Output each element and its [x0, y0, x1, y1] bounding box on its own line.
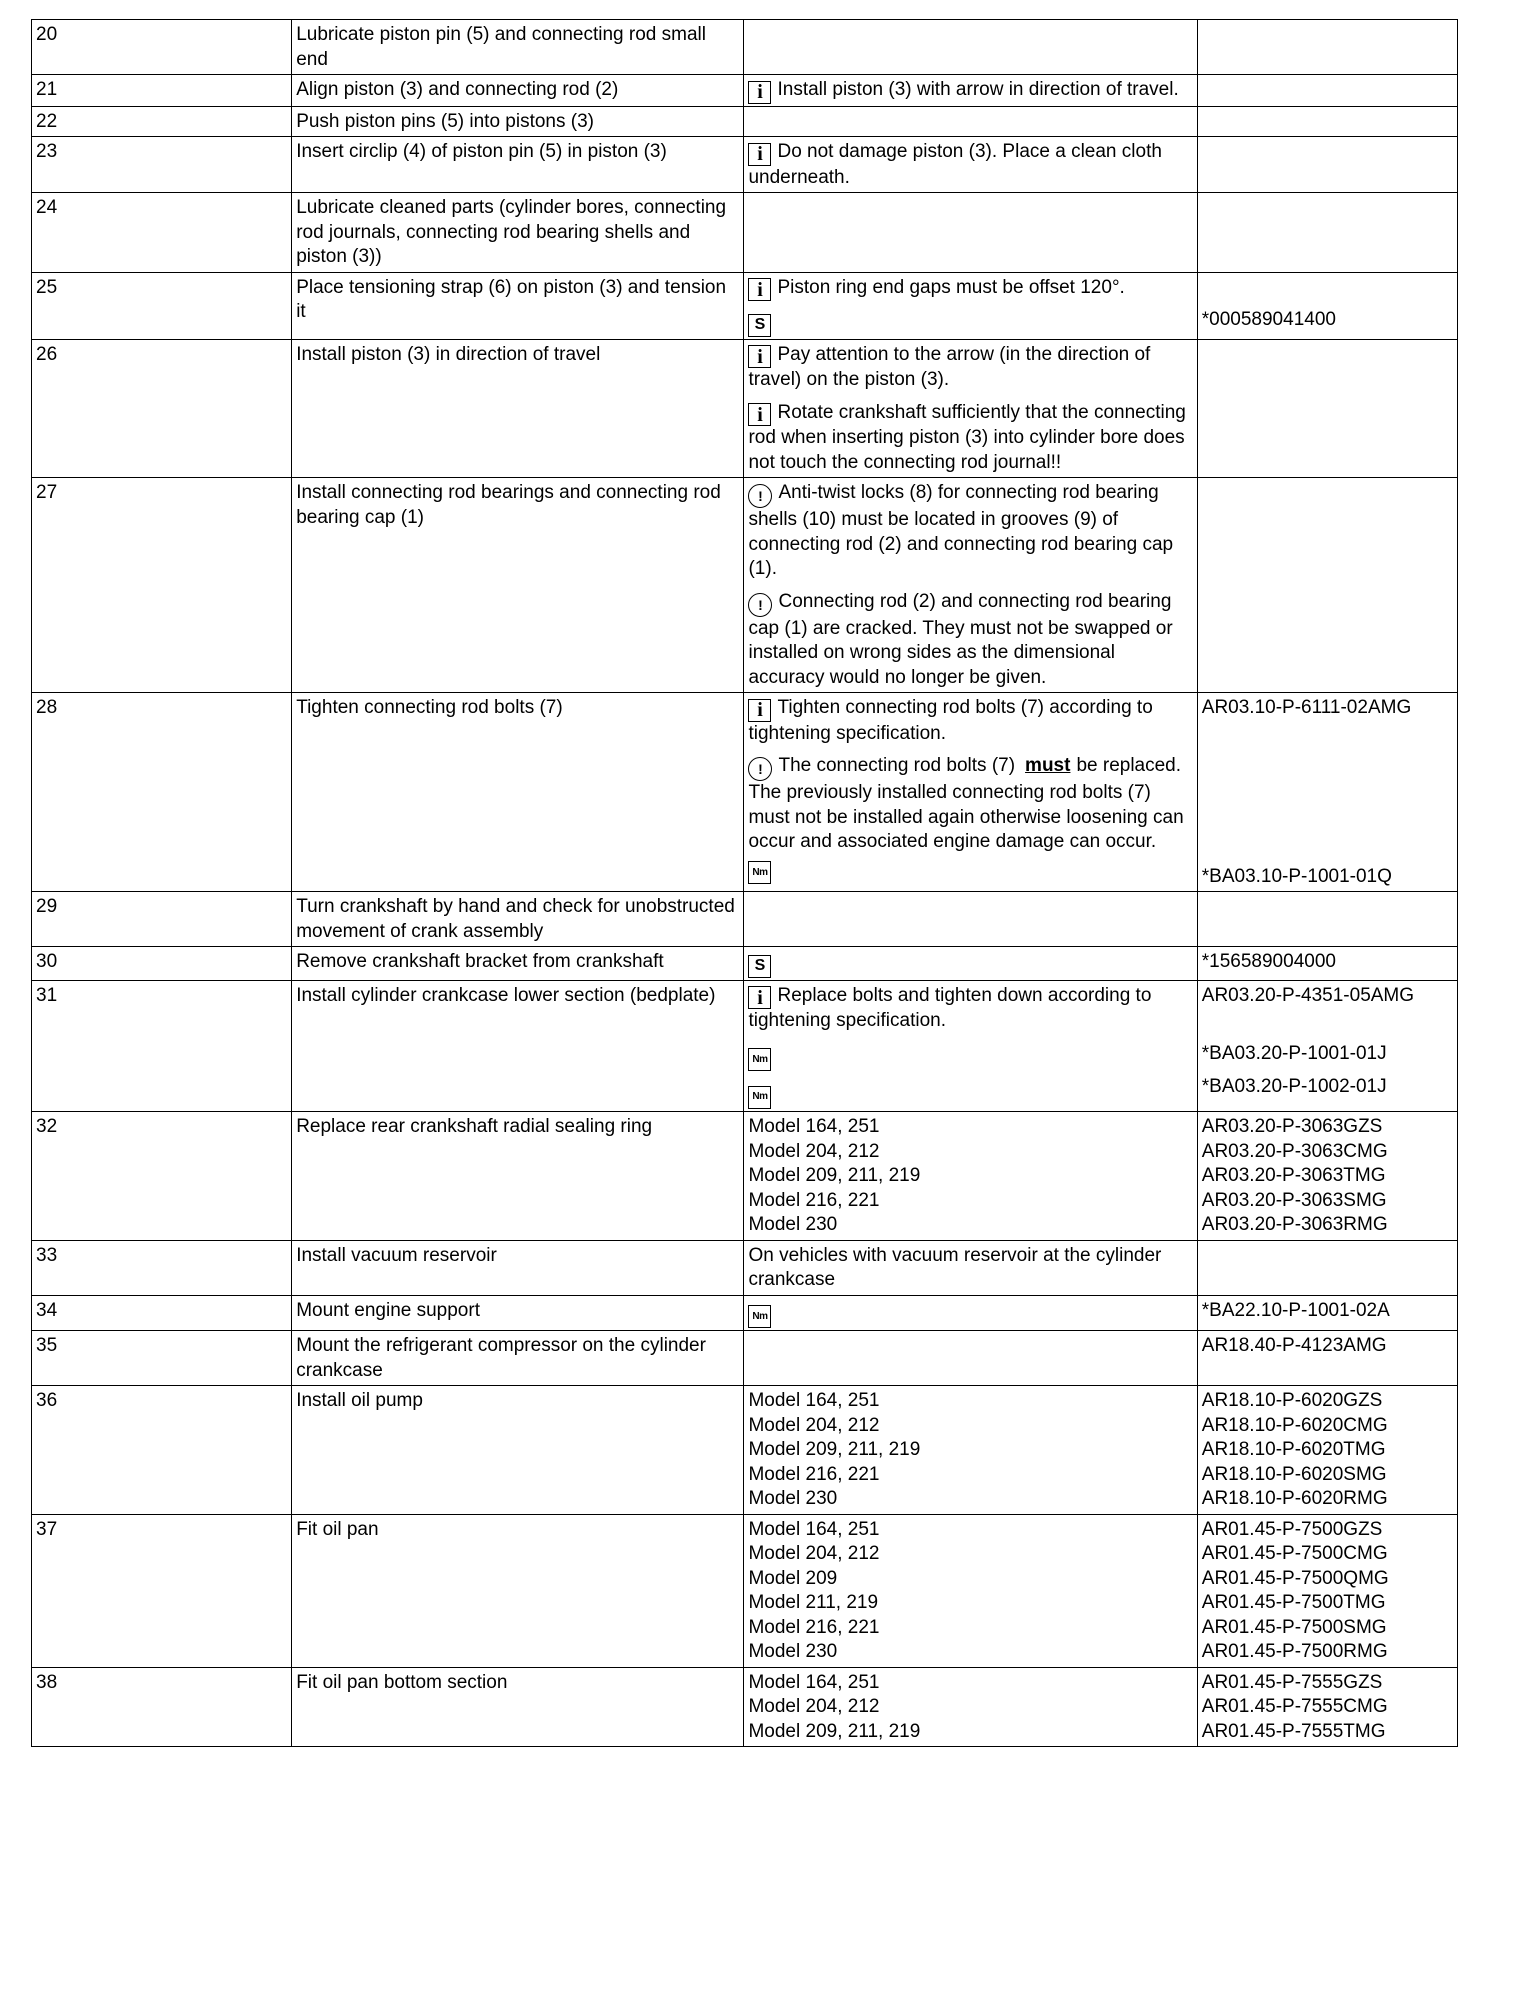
step-reference	[1197, 1514, 1457, 1667]
step-number: 38	[32, 1667, 292, 1747]
note-text: Connecting rod (2) and connecting rod bearing cap (1) are cracked. They must not be swapped or installed on wrong sides as the dimensional accuracy would no longer be given.	[748, 590, 1173, 688]
step-note	[744, 1112, 1197, 1241]
note-line	[748, 309, 1192, 337]
info-icon: i	[748, 699, 771, 722]
step-action: Install piston (3) in direction of travel	[292, 339, 744, 478]
step-action: Place tensioning strap (6) on piston (3) and tension it	[292, 272, 744, 339]
table-row	[32, 1295, 1458, 1331]
reference-code: AR01.45-P-7555GZS	[1201, 1671, 1383, 1693]
step-action: Install oil pump	[292, 1386, 744, 1515]
table-row	[32, 1386, 1458, 1515]
table-row	[32, 75, 1458, 107]
info-icon: i	[748, 403, 771, 426]
step-reference	[1197, 1667, 1457, 1747]
reference-code: AR03.20-P-3063GZS	[1201, 1116, 1383, 1137]
reference-code: AR03.20-P-3063SMG	[1201, 1189, 1387, 1211]
note-text: Do not damage piston (3). Place a clean cloth underneath.	[748, 141, 1162, 188]
table-row	[32, 106, 1458, 137]
table-row	[32, 272, 1458, 339]
note-line	[748, 276, 1192, 302]
note-text: Install piston (3) with arrow in direction of travel.	[777, 79, 1179, 100]
table-row	[32, 1667, 1458, 1747]
step-action: Install vacuum reservoir	[292, 1240, 744, 1295]
step-reference	[1197, 339, 1457, 478]
note-line	[748, 78, 1192, 104]
model-item: Model 164, 251	[748, 1390, 880, 1412]
step-number: 22	[32, 106, 292, 137]
reference-code: *BA03.10-P-1001-01Q	[1201, 865, 1392, 887]
reference-code: AR18.10-P-6020TMG	[1201, 1439, 1386, 1461]
step-note	[744, 193, 1197, 273]
step-note	[744, 1667, 1197, 1747]
step-reference: AR18.40-P-4123AMG	[1197, 1331, 1457, 1386]
step-note	[744, 137, 1197, 193]
reference-code: AR03.10-P-6111-02AMG	[1201, 697, 1412, 718]
step-action: Fit oil pan bottom section	[292, 1667, 744, 1747]
note-text: The connecting rod bolts (7)	[778, 755, 1016, 776]
table-row	[32, 20, 1458, 75]
step-note	[744, 892, 1197, 947]
step-number: 27	[32, 478, 292, 693]
model-item: Model 164, 251	[748, 1671, 880, 1693]
procedure-table	[31, 19, 1458, 1747]
reference-code: AR03.20-P-3063CMG	[1201, 1140, 1388, 1162]
table-row	[32, 980, 1458, 1112]
step-reference: *156589004000	[1197, 947, 1457, 981]
warning-icon: !	[748, 593, 772, 617]
info-icon: i	[748, 81, 771, 104]
model-item: Model 209, 211, 219	[748, 1720, 921, 1742]
torque-nm-icon: Nm	[748, 861, 771, 884]
step-number: 29	[32, 892, 292, 947]
info-icon: i	[748, 345, 771, 368]
special-tool-icon: S	[748, 955, 771, 978]
step-action: Remove crankshaft bracket from crankshaft	[292, 947, 744, 981]
emphasis-must: must	[1025, 755, 1071, 776]
step-note	[744, 947, 1197, 981]
note-line	[748, 343, 1192, 393]
step-number: 37	[32, 1514, 292, 1667]
step-number: 32	[32, 1112, 292, 1241]
step-note	[744, 980, 1197, 1112]
step-reference	[1197, 693, 1457, 892]
reference-code: AR03.20-P-3063RMG	[1201, 1214, 1388, 1235]
step-action: Push piston pins (5) into pistons (3)	[292, 106, 744, 137]
step-reference	[1197, 106, 1457, 137]
note-line	[748, 590, 1192, 691]
step-number: 35	[32, 1331, 292, 1386]
reference-code: AR01.45-P-7500RMG	[1201, 1641, 1388, 1663]
step-reference	[1197, 272, 1457, 339]
step-reference	[1197, 980, 1457, 1112]
note-line	[748, 754, 1192, 781]
note-line	[748, 401, 1192, 476]
step-number: 21	[32, 75, 292, 107]
step-reference	[1197, 1240, 1457, 1295]
step-action: Insert circlip (4) of piston pin (5) in piston (3)	[292, 137, 744, 193]
model-item: Model 204, 212	[748, 1543, 880, 1565]
model-item: Model 209, 211, 219	[748, 1165, 921, 1186]
info-icon: i	[748, 143, 771, 166]
step-note	[744, 339, 1197, 478]
note-line	[748, 1079, 1192, 1109]
step-note	[744, 478, 1197, 693]
warning-icon: !	[748, 484, 772, 508]
step-reference: *BA22.10-P-1001-02A	[1197, 1295, 1457, 1331]
step-number: 25	[32, 272, 292, 339]
table-row	[32, 1112, 1458, 1241]
step-note: On vehicles with vacuum reservoir at the cylinder crankcase	[744, 1240, 1197, 1295]
note-text: Piston ring end gaps must be offset 120°.	[777, 276, 1125, 298]
step-action: Lubricate piston pin (5) and connecting rod small end	[292, 20, 744, 75]
model-item: Model 204, 212	[748, 1140, 880, 1162]
note-line	[748, 140, 1192, 190]
model-item: Model 216, 221	[748, 1616, 880, 1638]
note-text: be replaced.	[1076, 755, 1182, 776]
step-action: Mount the refrigerant compressor on the cylinder crankcase	[292, 1331, 744, 1386]
table-row	[32, 947, 1458, 981]
info-icon: i	[748, 986, 771, 1009]
table-row	[32, 137, 1458, 193]
step-action: Mount engine support	[292, 1295, 744, 1331]
step-reference	[1197, 1386, 1457, 1515]
table-row	[32, 892, 1458, 947]
step-number: 24	[32, 193, 292, 273]
step-note	[744, 693, 1197, 892]
table-row	[32, 1331, 1458, 1386]
model-item: Model 216, 221	[748, 1463, 880, 1485]
step-action: Turn crankshaft by hand and check for unobstructed movement of crank assembly	[292, 892, 744, 947]
reference-code: *BA03.20-P-1001-01J	[1201, 1043, 1387, 1064]
step-reference	[1197, 137, 1457, 193]
step-note	[744, 1331, 1197, 1386]
step-action: Install cylinder crankcase lower section (bedplate)	[292, 980, 744, 1112]
model-item: Model 164, 251	[748, 1116, 880, 1137]
step-number: 31	[32, 980, 292, 1112]
reference-code: AR18.10-P-6020RMG	[1201, 1488, 1388, 1510]
model-item: Model 204, 212	[748, 1696, 880, 1718]
reference-code: AR01.45-P-7555TMG	[1201, 1720, 1386, 1742]
step-number: 33	[32, 1240, 292, 1295]
step-action: Fit oil pan	[292, 1514, 744, 1667]
step-action: Align piston (3) and connecting rod (2)	[292, 75, 744, 107]
step-note	[744, 272, 1197, 339]
reference-code: AR03.20-P-4351-05AMG	[1201, 984, 1415, 1006]
reference-code: AR18.10-P-6020CMG	[1201, 1414, 1388, 1436]
step-number: 34	[32, 1295, 292, 1331]
reference-code: AR01.45-P-7500GZS	[1201, 1518, 1383, 1540]
note-text: Pay attention to the arrow (in the direction of travel) on the piston (3).	[748, 343, 1151, 390]
note-line	[748, 696, 1192, 746]
step-note	[744, 75, 1197, 107]
model-item: Model 209	[748, 1567, 838, 1589]
step-reference	[1197, 1112, 1457, 1241]
step-action: Lubricate cleaned parts (cylinder bores, connecting rod journals, connecting rod bearing shells and piston (3))	[292, 193, 744, 273]
step-action: Tighten connecting rod bolts (7)	[292, 693, 744, 892]
note-text: Tighten connecting rod bolts (7) according to tightening specification.	[748, 697, 1153, 744]
step-reference	[1197, 478, 1457, 693]
note-line	[748, 855, 1192, 885]
reference-code: AR18.10-P-6020GZS	[1201, 1390, 1383, 1412]
torque-nm-icon: Nm	[748, 1305, 771, 1328]
reference-code: AR03.20-P-3063TMG	[1201, 1165, 1386, 1186]
note-text: Anti-twist locks (8) for connecting rod bearing shells (10) must be located in grooves (9) of connecting rod (2) and connecting rod bearing cap (1).	[748, 482, 1174, 579]
step-note	[744, 106, 1197, 137]
note-text: Replace bolts and tighten down according to tightening specification.	[748, 984, 1152, 1031]
reference-code: *000589041400	[1201, 309, 1336, 330]
model-item: Model 204, 212	[748, 1414, 880, 1436]
reference-code: AR01.45-P-7555CMG	[1201, 1696, 1388, 1718]
reference-code: AR01.45-P-7500SMG	[1201, 1616, 1387, 1638]
step-reference	[1197, 193, 1457, 273]
step-reference	[1197, 892, 1457, 947]
note-line	[748, 481, 1192, 582]
model-item: Model 216, 221	[748, 1189, 880, 1211]
step-reference	[1197, 20, 1457, 75]
step-number: 30	[32, 947, 292, 981]
model-item: Model 230	[748, 1488, 838, 1510]
special-tool-icon: S	[748, 314, 771, 337]
step-number: 36	[32, 1386, 292, 1515]
model-item: Model 230	[748, 1214, 838, 1235]
table-row	[32, 1514, 1458, 1667]
table-row	[32, 693, 1458, 892]
info-icon: i	[748, 278, 771, 301]
reference-code: AR01.45-P-7500CMG	[1201, 1543, 1388, 1565]
step-number: 20	[32, 20, 292, 75]
reference-code: AR18.10-P-6020SMG	[1201, 1463, 1387, 1485]
note-text: Rotate crankshaft sufficiently that the connecting rod when inserting piston (3) into cylinder bore does not touch the connecting rod journal!!	[748, 401, 1186, 473]
step-note	[744, 1514, 1197, 1667]
reference-code: *BA03.20-P-1002-01J	[1201, 1075, 1387, 1097]
step-number: 26	[32, 339, 292, 478]
step-note	[744, 1386, 1197, 1515]
model-item: Model 209, 211, 219	[748, 1439, 921, 1461]
table-row	[32, 193, 1458, 273]
warning-icon: !	[748, 757, 772, 781]
table-row	[32, 339, 1458, 478]
reference-code: AR01.45-P-7500QMG	[1201, 1567, 1389, 1589]
step-action: Install connecting rod bearings and connecting rod bearing cap (1)	[292, 478, 744, 693]
note-text: The previously installed connecting rod bolts (7) must not be installed again otherwise loosening can occur and associated engine damage can occur.	[748, 782, 1184, 852]
step-reference	[1197, 75, 1457, 107]
step-number: 23	[32, 137, 292, 193]
table-row	[32, 478, 1458, 693]
model-item: Model 211, 219	[748, 1592, 879, 1614]
model-item: Model 230	[748, 1641, 838, 1663]
step-action: Replace rear crankshaft radial sealing ring	[292, 1112, 744, 1241]
step-note	[744, 1295, 1197, 1331]
torque-nm-icon: Nm	[748, 1086, 771, 1109]
note-line	[748, 984, 1192, 1034]
step-number: 28	[32, 693, 292, 892]
torque-nm-icon: Nm	[748, 1048, 771, 1071]
table-row	[32, 1240, 1458, 1295]
step-note	[744, 20, 1197, 75]
note-line	[748, 1042, 1192, 1072]
model-item: Model 164, 251	[748, 1518, 880, 1540]
reference-code: AR01.45-P-7500TMG	[1201, 1592, 1386, 1614]
